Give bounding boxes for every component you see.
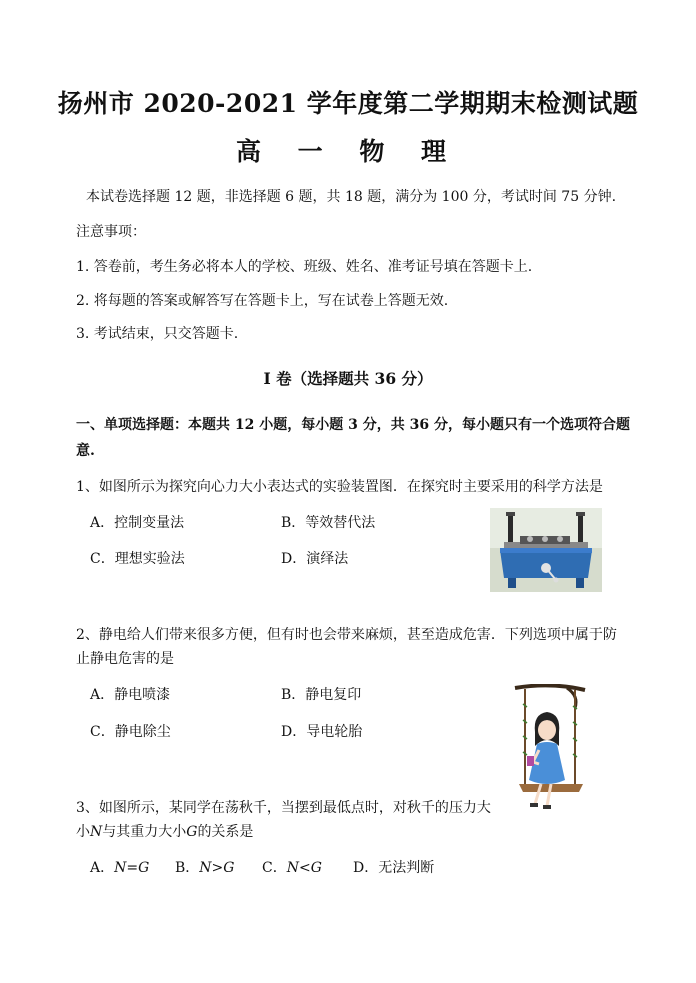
notice-item-3: 3. 考试结束，只交答题卡. xyxy=(76,326,239,342)
question-1-stem: 1、如图所示为探究向心力大小表达式的实验装置图．在探究时主要采用的科学方法是 xyxy=(76,479,603,495)
q3-option-a-label: A． xyxy=(90,860,115,876)
page-subtitle: 高 一 物 理 xyxy=(235,137,461,166)
q3-option-a-expr: N=G xyxy=(114,860,150,876)
question-2-stem-line2: 止静电危害的是 xyxy=(76,651,174,667)
q3-option-b xyxy=(175,857,234,877)
question-2-stem-line1: 2、静电给人们带来很多方便，但有时也会带来麻烦，甚至造成危害．下列选项中属于防 xyxy=(76,627,617,643)
q2-option-b: B．静电复印 xyxy=(281,687,362,703)
q1-option-b: B．等效替代法 xyxy=(281,515,376,531)
q1-option-c: C．理想实验法 xyxy=(90,551,185,567)
q2-option-c: C．静电除尘 xyxy=(90,724,171,740)
q3-option-d-expr: 无法判断 xyxy=(378,860,435,876)
q3-stem-part-c: 与其重力大小 xyxy=(102,824,187,840)
q3-var-g: G xyxy=(186,824,198,840)
q1-option-a: A．控制变量法 xyxy=(90,515,185,531)
notice-heading: 注意事项： xyxy=(76,224,146,240)
swing-girl-figure xyxy=(505,684,597,814)
centripetal-apparatus-figure xyxy=(490,508,602,592)
q3-var-n: N xyxy=(90,824,103,840)
q2-option-d: D．导电轮胎 xyxy=(281,724,363,740)
question-3-stem-line1: 3、如图所示，某同学在荡秋千，当摆到最低点时，对秋千的压力大 xyxy=(76,800,491,816)
q3-stem-part-a: 小 xyxy=(76,824,90,840)
q3-option-c xyxy=(262,857,322,877)
q3-stem-part-e: 的关系是 xyxy=(197,824,254,840)
q3-option-c-expr: N<G xyxy=(286,860,322,876)
q3-option-b-label: B． xyxy=(175,860,200,876)
q3-option-c-label: C． xyxy=(262,860,287,876)
page-title: 扬州市 2020-2021 学年度第二学期期末检测试题 xyxy=(57,89,639,118)
q1-option-d: D．演绎法 xyxy=(281,551,349,567)
section-title: I 卷（选择题共 36 分） xyxy=(263,369,433,388)
q3-option-b-expr: N>G xyxy=(199,860,235,876)
q2-option-a: A．静电喷漆 xyxy=(90,687,171,703)
exam-intro: 本试卷选择题 12 题，非选择题 6 题，共 18 题，满分为 100 分，考试时间 75 分钟. xyxy=(86,189,617,205)
q3-option-d-label: D． xyxy=(353,860,379,876)
notice-item-1: 1. 答卷前，考生务必将本人的学校、班级、姓名、准考证号填在答题卡上. xyxy=(76,259,533,275)
q3-option-d xyxy=(353,857,434,877)
section-instruction: 一、单项选择题：本题共 12 小题，每小题 3 分，共 36 分，每小题只有一个选项符合题 xyxy=(76,417,630,433)
q3-option-a xyxy=(90,857,149,877)
notice-item-2: 2. 将每题的答案或解答写在答题卡上，写在试卷上答题无效. xyxy=(76,293,449,309)
section-instruction-cont: 意. xyxy=(76,443,95,459)
question-3-stem-line2 xyxy=(76,821,253,841)
